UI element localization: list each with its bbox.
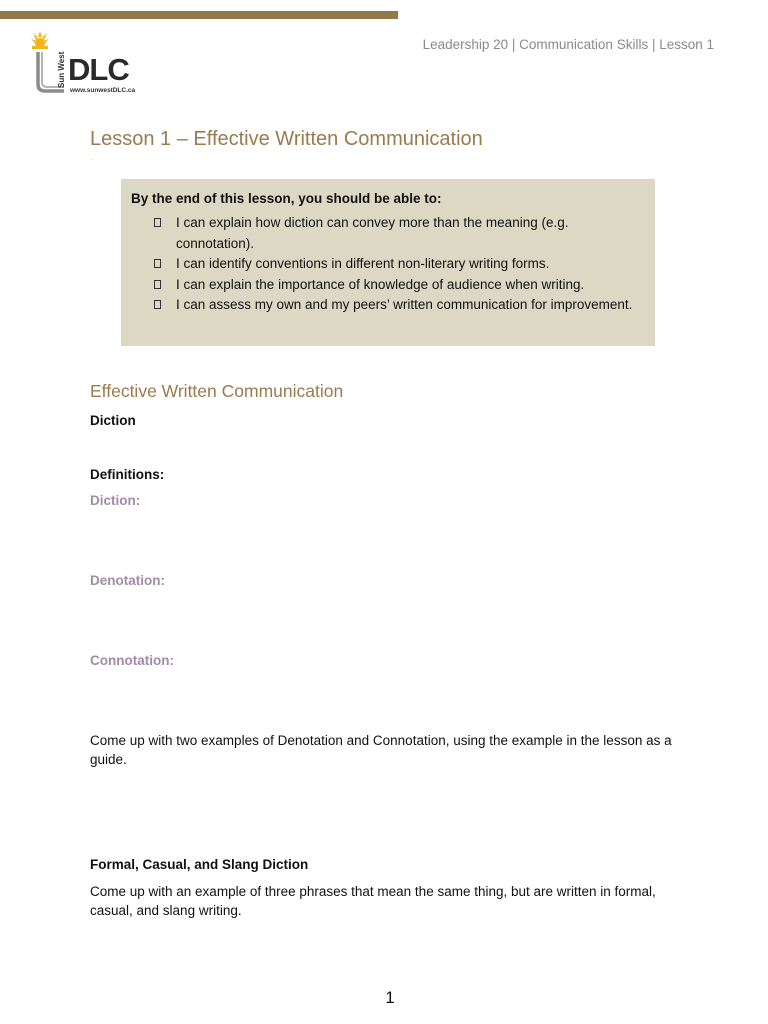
- logo-graphic: [30, 30, 145, 96]
- connotation-definition-label: Connotation:: [90, 653, 174, 668]
- logo-url: www.sunwestDLC.ca: [70, 87, 136, 94]
- running-header: Leadership 20 | Communication Skills | Lesson 1: [422, 37, 714, 52]
- definitions-heading: Definitions:: [90, 467, 165, 482]
- checkbox-icon: [154, 259, 161, 268]
- objectives-list: [131, 213, 645, 316]
- section-title: Effective Written Communication: [90, 381, 344, 401]
- diction-definition-label: Diction:: [90, 493, 141, 508]
- stray-mark: `: [92, 160, 94, 166]
- objectives-intro: By the end of this lesson, you should be able to:: [131, 191, 442, 206]
- objective-text: I can explain the importance of knowledge of audience when writing.: [176, 276, 585, 292]
- objective-text: I can assess my own and my peers’ written communication for improvement.: [176, 297, 633, 312]
- objective-item: [176, 295, 645, 316]
- objective-item: [176, 254, 645, 275]
- objective-item: [176, 213, 645, 254]
- denotation-prompt: Come up with two examples of Denotation and Connotation, using the example in the lesson as a guide.: [90, 733, 672, 767]
- objective-text: I can identify conventions in different non-literary writing forms.: [176, 256, 550, 271]
- formal-casual-slang-heading: Formal, Casual, and Slang Diction: [90, 857, 309, 872]
- objective-text: I can explain how diction can convey more than the meaning (e.g. connotation).: [176, 215, 569, 251]
- sunwest-dlc-logo: [30, 30, 145, 96]
- lesson-title: Lesson 1 – Effective Written Communication: [90, 128, 483, 150]
- checkbox-icon: [154, 280, 161, 289]
- diction-heading: Diction: [90, 413, 136, 428]
- top-accent-bar: [0, 11, 398, 19]
- formal-casual-slang-prompt: Come up with an example of three phrases that mean the same thing, but are written in formal, casual, and slang writing.: [90, 884, 656, 918]
- objective-item: [176, 275, 645, 296]
- denotation-definition-label: Denotation:: [90, 573, 165, 588]
- checkbox-icon: [154, 218, 161, 227]
- checkbox-icon: [154, 300, 161, 309]
- objectives-box: [121, 179, 655, 346]
- logo-vertical-text: Sun West: [57, 51, 66, 88]
- logo-wordmark: DLC: [68, 52, 129, 87]
- page-number: 1: [385, 988, 395, 1007]
